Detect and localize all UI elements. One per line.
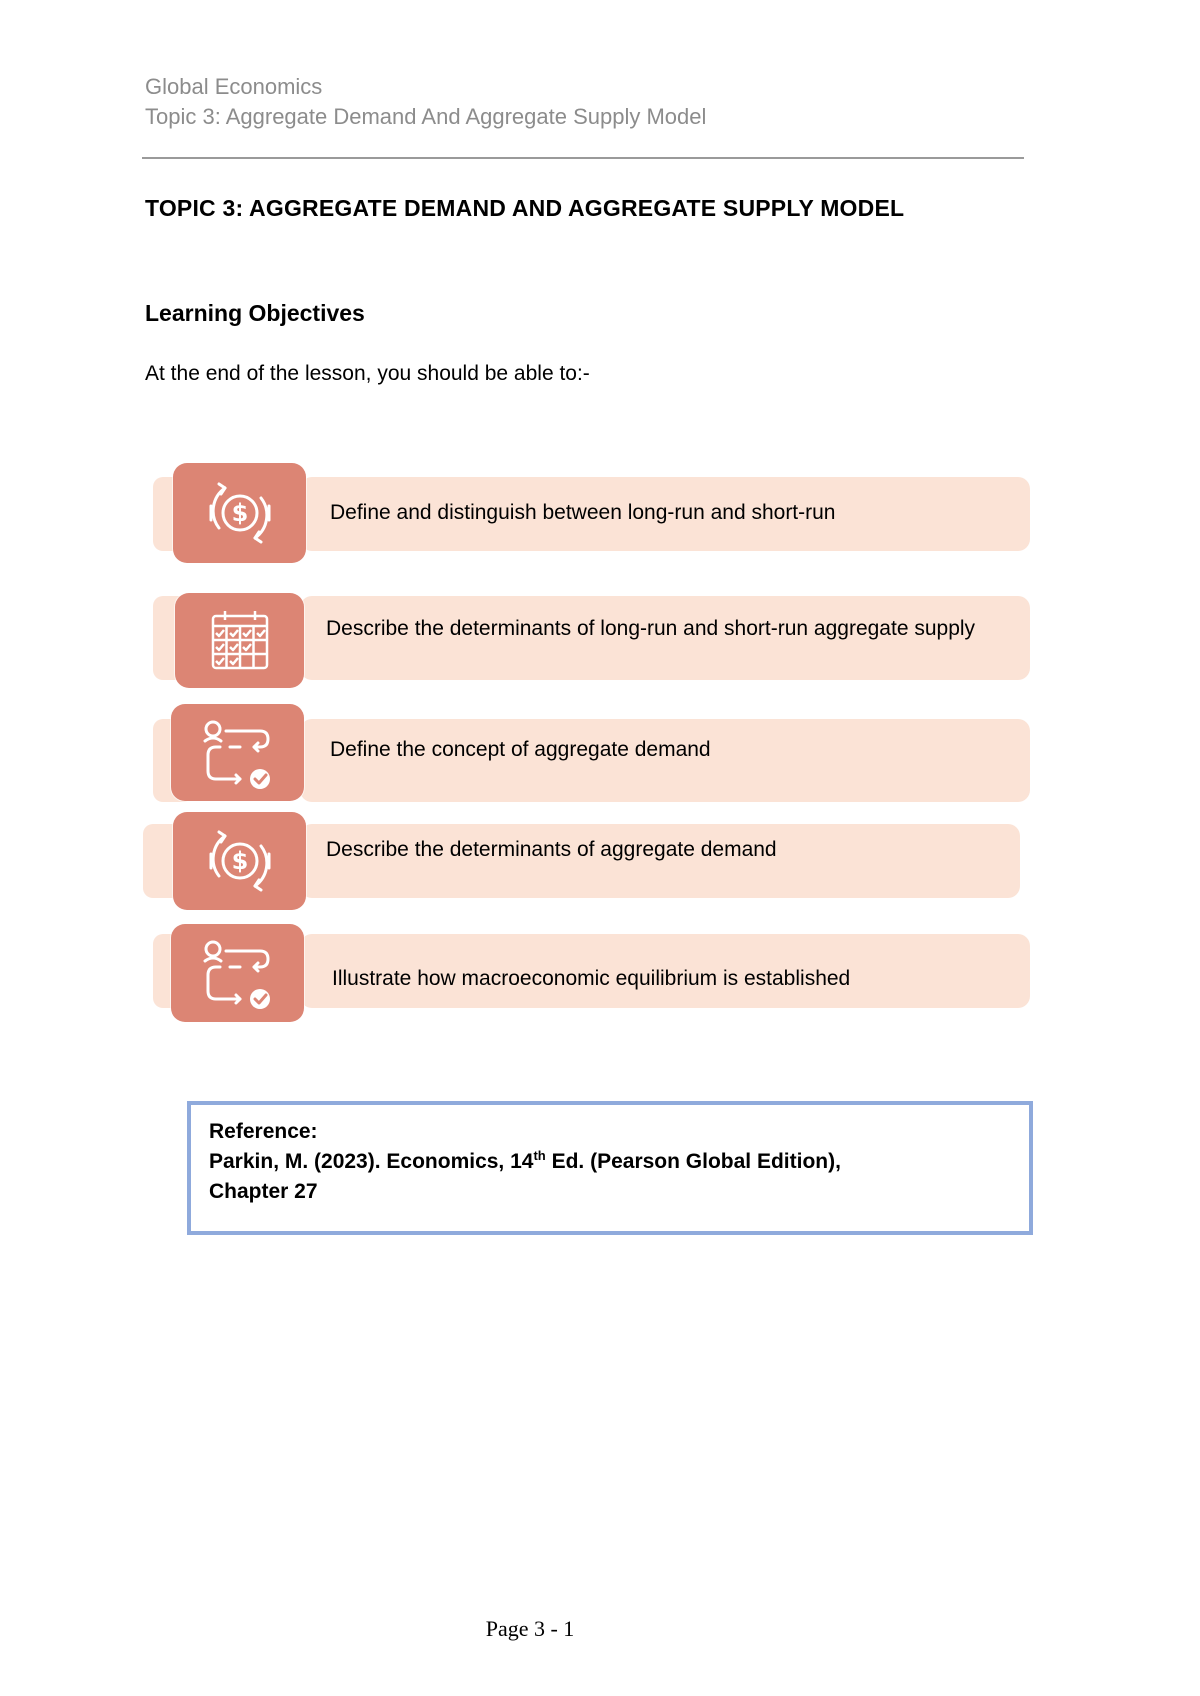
- objective-text: Describe the determinants of long-run and short-run aggregate supply: [326, 617, 976, 640]
- process-flow-icon: [171, 924, 304, 1022]
- citation-superscript: th: [533, 1148, 546, 1163]
- svg-text:$: $: [231, 499, 248, 527]
- header-divider: [142, 157, 1024, 159]
- learning-objectives-heading: Learning Objectives: [145, 300, 365, 326]
- objective-text: Describe the determinants of aggregate demand: [326, 838, 777, 861]
- learning-objectives-intro: At the end of the lesson, you should be able to:-: [145, 362, 590, 385]
- reference-box: [187, 1101, 1033, 1235]
- objective-text: Define and distinguish between long-run and short-run: [330, 501, 836, 524]
- reference-label: Reference:: [209, 1120, 318, 1143]
- page-title: TOPIC 3: AGGREGATE DEMAND AND AGGREGATE SUPPLY MODEL: [145, 195, 905, 221]
- process-flow-icon: [171, 704, 304, 801]
- running-header-course: Global Economics: [145, 74, 323, 99]
- objective-text: Define the concept of aggregate demand: [330, 738, 711, 761]
- calendar-check-icon: [175, 593, 304, 688]
- running-header-topic: Topic 3: Aggregate Demand And Aggregate Supply Model: [145, 104, 707, 129]
- money-cycle-icon: [173, 812, 306, 910]
- money-cycle-icon: [173, 463, 306, 563]
- citation-text: Parkin, M. (2023). Economics, 14: [209, 1150, 534, 1173]
- svg-text:$: $: [231, 847, 248, 875]
- page-number: Page 3 - 1: [485, 1616, 575, 1641]
- reference-citation: [209, 1147, 1011, 1177]
- citation-text-end: Ed. (Pearson Global Edition),: [545, 1150, 841, 1173]
- objective-text: Illustrate how macroeconomic equilibrium is established: [332, 967, 851, 990]
- reference-chapter: Chapter 27: [209, 1180, 318, 1203]
